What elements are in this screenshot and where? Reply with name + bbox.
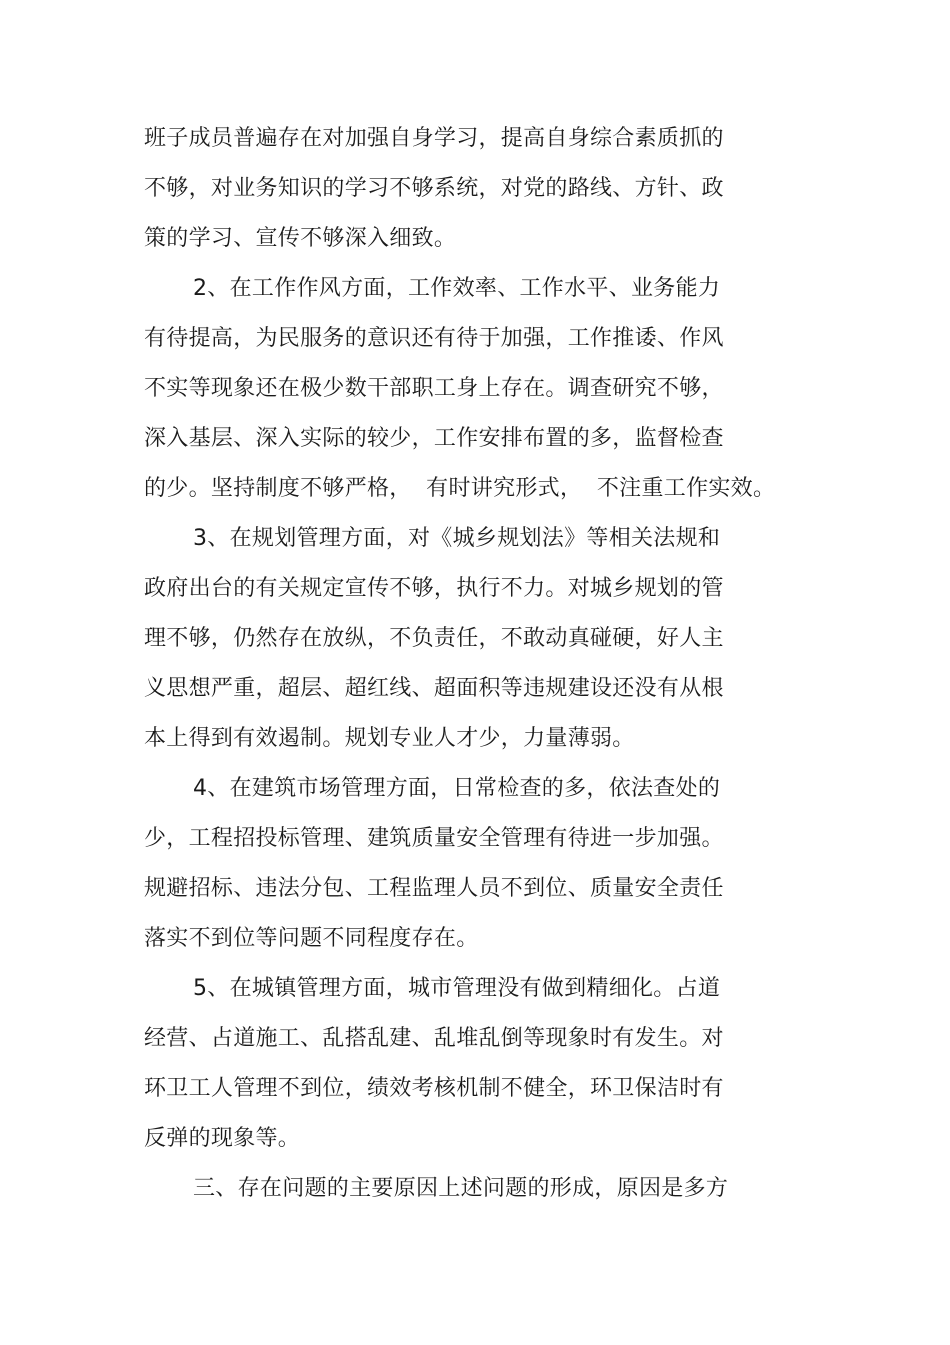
- text-line: 规避招标、违法分包、工程监理人员不到位、质量安全责任: [144, 876, 724, 901]
- paragraph-3-first-line: 3、在规划管理方面，对《城乡规划法》等相关法规和: [193, 526, 721, 551]
- text-line: 本上得到有效遏制。规划专业人才少，力量薄弱。: [144, 726, 635, 751]
- text-line: 经营、占道施工、乱搭乱建、乱堆乱倒等现象时有发生。对: [144, 1026, 724, 1051]
- section-3-heading-line: 三、存在问题的主要原因上述问题的形成，原因是多方: [193, 1176, 729, 1201]
- text-line: 深入基层、深入实际的较少，工作安排布置的多，监督检查: [144, 426, 724, 451]
- text-line: 环卫工人管理不到位，绩效考核机制不健全，环卫保洁时有: [144, 1076, 724, 1101]
- text-line: 有待提高，为民服务的意识还有待于加强，工作推诿、作风: [144, 326, 724, 351]
- text-line: 不实等现象还在极少数干部职工身上存在。调查研究不够，: [144, 376, 724, 401]
- text-line: 不够，对业务知识的学习不够系统，对党的路线、方针、政: [144, 176, 724, 201]
- text-line: 理不够，仍然存在放纵，不负责任，不敢动真碰硬，好人主: [144, 626, 724, 651]
- text-line: 策的学习、宣传不够深入细致。: [144, 226, 457, 251]
- text-line: 义思想严重，超层、超红线、超面积等违规建设还没有从根: [144, 676, 724, 701]
- text-line: 班子成员普遍存在对加强自身学习，提高自身综合素质抓的: [144, 126, 724, 151]
- text-line: 的少。坚持制度不够严格， 有时讲究形式， 不注重工作实效。: [144, 476, 776, 501]
- text-line: 政府出台的有关规定宣传不够，执行不力。对城乡规划的管: [144, 576, 724, 601]
- text-line: 反弹的现象等。: [144, 1126, 301, 1151]
- paragraph-2-first-line: 2、在工作作风方面，工作效率、工作水平、业务能力: [193, 276, 721, 301]
- paragraph-5-first-line: 5、在城镇管理方面，城市管理没有做到精细化。占道: [193, 976, 721, 1001]
- text-line: 少，工程招投标管理、建筑质量安全管理有待进一步加强。: [144, 826, 724, 851]
- paragraph-4-first-line: 4、在建筑市场管理方面，日常检查的多，依法查处的: [193, 776, 721, 801]
- text-line: 落实不到位等问题不同程度存在。: [144, 926, 479, 951]
